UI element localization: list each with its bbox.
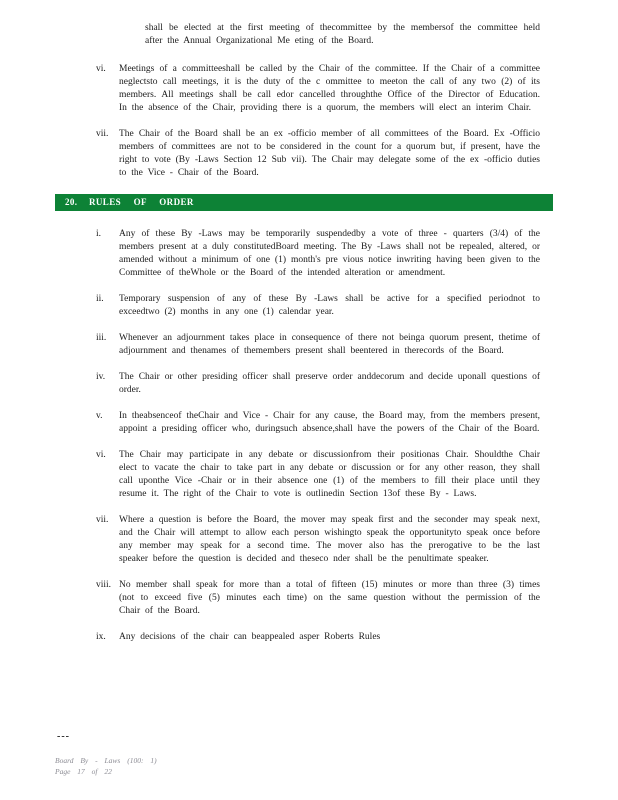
item-text: The Chair may participate in any debate or discussionfrom their positionas Chair. Shouldthe Chair elect to vacate the chair to take part in any debate or discussion or for any other reason, they shall call uponthe Vice -Chair or in their absence one (1) of the members to fill their place until they resume it. The right of the Chair to vote is outlinedin Section 13of these By - Laws.: [119, 450, 540, 499]
item-text: Meetings of a committeeshall be called by the Chair of the committee. If the Chair of a committee neglectsto call meetings, it is the duty of the c ommittee to meeton the call of any two (2) of its members. All meetings shall be call edor cancelled throughthe Office of the Director of Education. In the absence of the Chair, providing there is a quorum, the members will elect an interim Chair.: [119, 64, 540, 113]
item-text: Any of these By -Laws may be temporarily suspendedby a vote of three - quarters (3/4) of the members present at a duly constitutedBoard meeting. The By -Laws shall not be repealed, altered, or amended without a minimum of one (1) month's pre vious notice inwriting having been given to the Committee of theWhole or the Board of the intended alteration or amendment.: [119, 229, 540, 278]
item-text: Temporary suspension of any of these By -Laws shall be active for a specified periodnot to exceedtwo (2) months in any one (1) calendar year.: [119, 294, 540, 317]
item-marker: vi.: [96, 450, 106, 460]
rules-item-iv: [96, 371, 540, 397]
footer-page-number: Page 17 of 22: [55, 767, 112, 776]
item-text: Where a question is before the Board, the mover may speak first and the seconder may speak next, and the Chair will attempt to allow each person wishingto speak the opportunityto speak once before any member may speak for a second time. The mover also has the prerogative to be the last speaker before the question is decided and theseco nder shall be the penultimate speaker.: [119, 515, 540, 564]
item-text: Any decisions of the chair can beappealed asper Roberts Rules: [119, 632, 381, 642]
item-marker: viii.: [96, 580, 112, 590]
item-text: The Chair or other presiding officer shall preserve order anddecorum and decide uponall questions of order.: [119, 372, 540, 395]
item-text: In theabsenceof theChair and Vice - Chair for any cause, the Board may, from the members present, appoint a presiding officer who, duringsuch absence,shall have the powers of the Chair of the Board.: [119, 411, 540, 434]
bylaw-item-a-vi: [96, 63, 540, 115]
section-header-bar: [55, 194, 553, 211]
item-marker: ii.: [96, 294, 104, 304]
item-marker: vi.: [96, 64, 106, 74]
rules-item-ii: [96, 293, 540, 319]
rules-item-iii: [96, 332, 540, 358]
page-footer: [55, 755, 157, 777]
rules-item-i: [96, 228, 540, 280]
item-marker: vii.: [96, 515, 109, 525]
item-marker: v.: [96, 411, 103, 421]
bylaw-item-a-vii: [96, 128, 540, 180]
rules-item-ix: [96, 631, 540, 644]
rules-item-vii: [96, 514, 540, 566]
item-marker: i.: [96, 229, 102, 239]
item-marker: iii.: [96, 333, 107, 343]
rules-item-v: [96, 410, 540, 436]
item-marker: ix.: [96, 632, 106, 642]
item-marker: vii.: [96, 129, 109, 139]
item-text: No member shall speak for more than a total of fifteen (15) minutes or more than three (3) times (not to exceed five (5) minutes each time) on the same question without the permission of the Chair of the Board.: [119, 580, 540, 616]
section-number: 20.: [65, 197, 78, 207]
item-text: The Chair of the Board shall be an ex -officio member of all committees of the Board. Ex -Officio members of committees are not to be considered in the count for a quorum but, if present, have the right to vote (By -Laws Section 12 Sub vii). The Chair may delegate some of the ex -officio duties to the Vice - Chair of the Board.: [119, 129, 540, 178]
section-title: RULES OF ORDER: [89, 197, 194, 207]
rules-item-viii: [96, 579, 540, 618]
continuation-paragraph: shall be elected at the first meeting of thecommittee by the membersof the committee held after the Annual Organizational Me eting of the Board.: [145, 23, 540, 46]
item-marker: iv.: [96, 372, 106, 382]
footer-doc-title: Board By - Laws (100: 1): [55, 756, 157, 765]
item-text: Whenever an adjournment takes place in consequence of there not beinga quorum present, thetime of adjournment and thenames of themembers present shall beentered in therecords of the Board.: [119, 333, 540, 356]
rules-item-vi: [96, 449, 540, 501]
separator-dashes: ---: [57, 731, 70, 742]
